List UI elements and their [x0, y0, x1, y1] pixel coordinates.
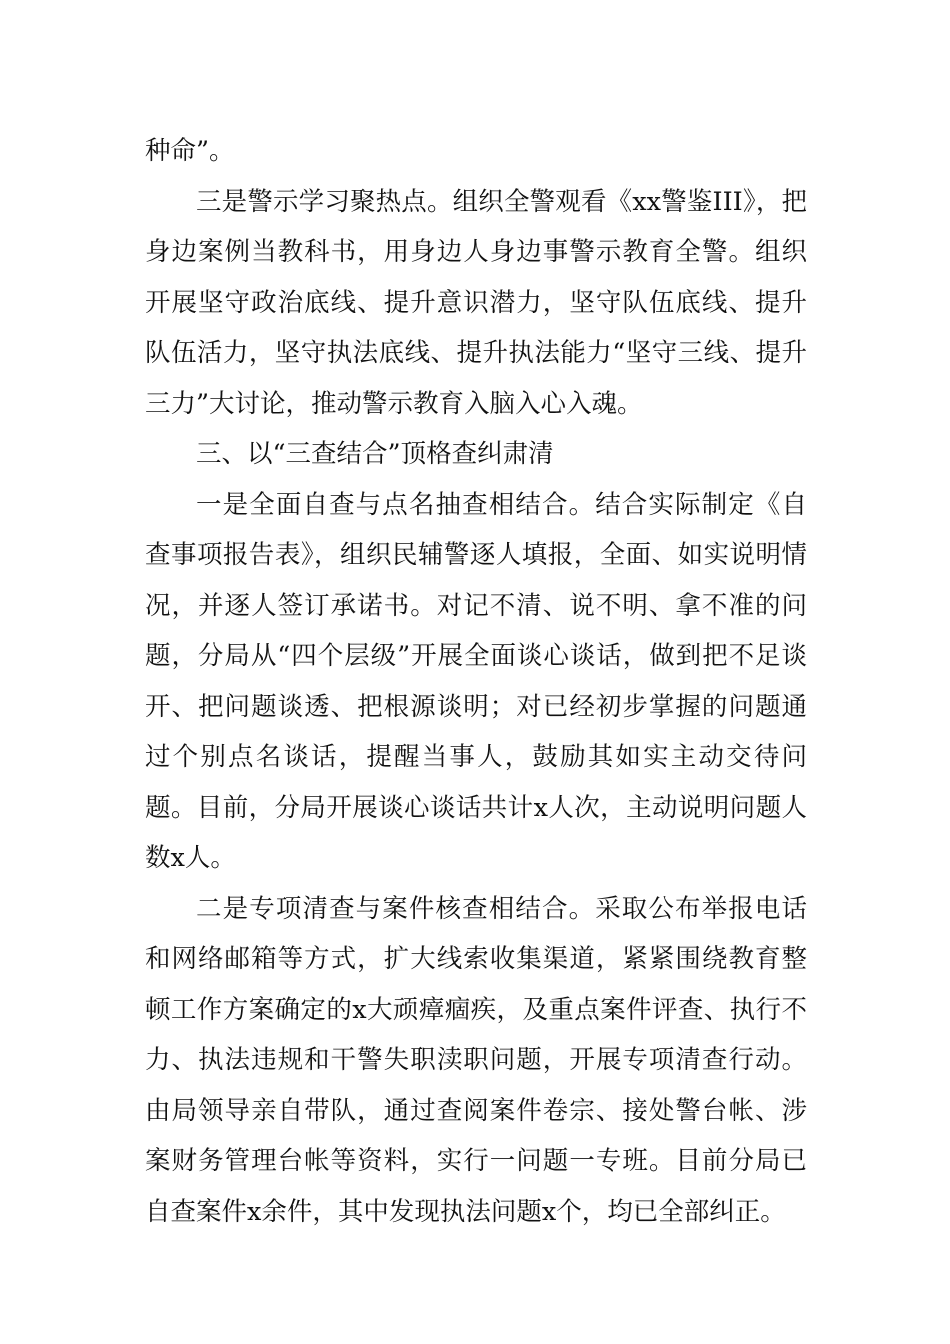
paragraph-warning-study: 三是警示学习聚热点。组织全警观看《xx警鉴III》，把身边案例当教科书，用身边人身边事警示教育全警。组织开展坚守政治底线、提升意识潜力，坚守队伍底线、提升队伍活力，坚守执法底线、提升执法能力“坚守三线、提升三力”大讨论，推动警示教育入脑入心入魂。 [145, 186, 807, 419]
document-page [145, 126, 807, 1237]
paragraph-self-check: 一是全面自查与点名抽查相结合。结合实际制定《自查事项报告表》，组织民辅警逐人填报，全面、如实说明情况，并逐人签订承诺书。对记不清、说不明、拿不准的问题，分局从“四个层级”开展全面谈心谈话，做到把不足谈开、把问题谈透、把根源谈明；对已经初步掌握的问题通过个别点名谈话，提醒当事人，鼓励其如实主动交待问题。目前，分局开展谈心谈话共计x人次，主动说明问题人数x人。 [145, 489, 807, 873]
section-heading-three-checks: 三、以“三查结合”顶格查纠肃清 [196, 439, 554, 469]
paragraph-special-check: 二是专项清查与案件核查相结合。采取公布举报电话和网络邮箱等方式，扩大线索收集渠道，紧紧围绕教育整顿工作方案确定的x大顽瘴痼疾，及重点案件评查、执行不力、执法违规和干警失职渎职问题，开展专项清查行动。由局领导亲自带队，通过查阅案件卷宗、接处警台帐、涉案财务管理台帐等资料，实行一问题一专班。目前分局已自查案件x余件，其中发现执法问题x个，均已全部纠正。 [145, 893, 807, 1227]
paragraph-continuation: 种命”。 [145, 136, 235, 166]
